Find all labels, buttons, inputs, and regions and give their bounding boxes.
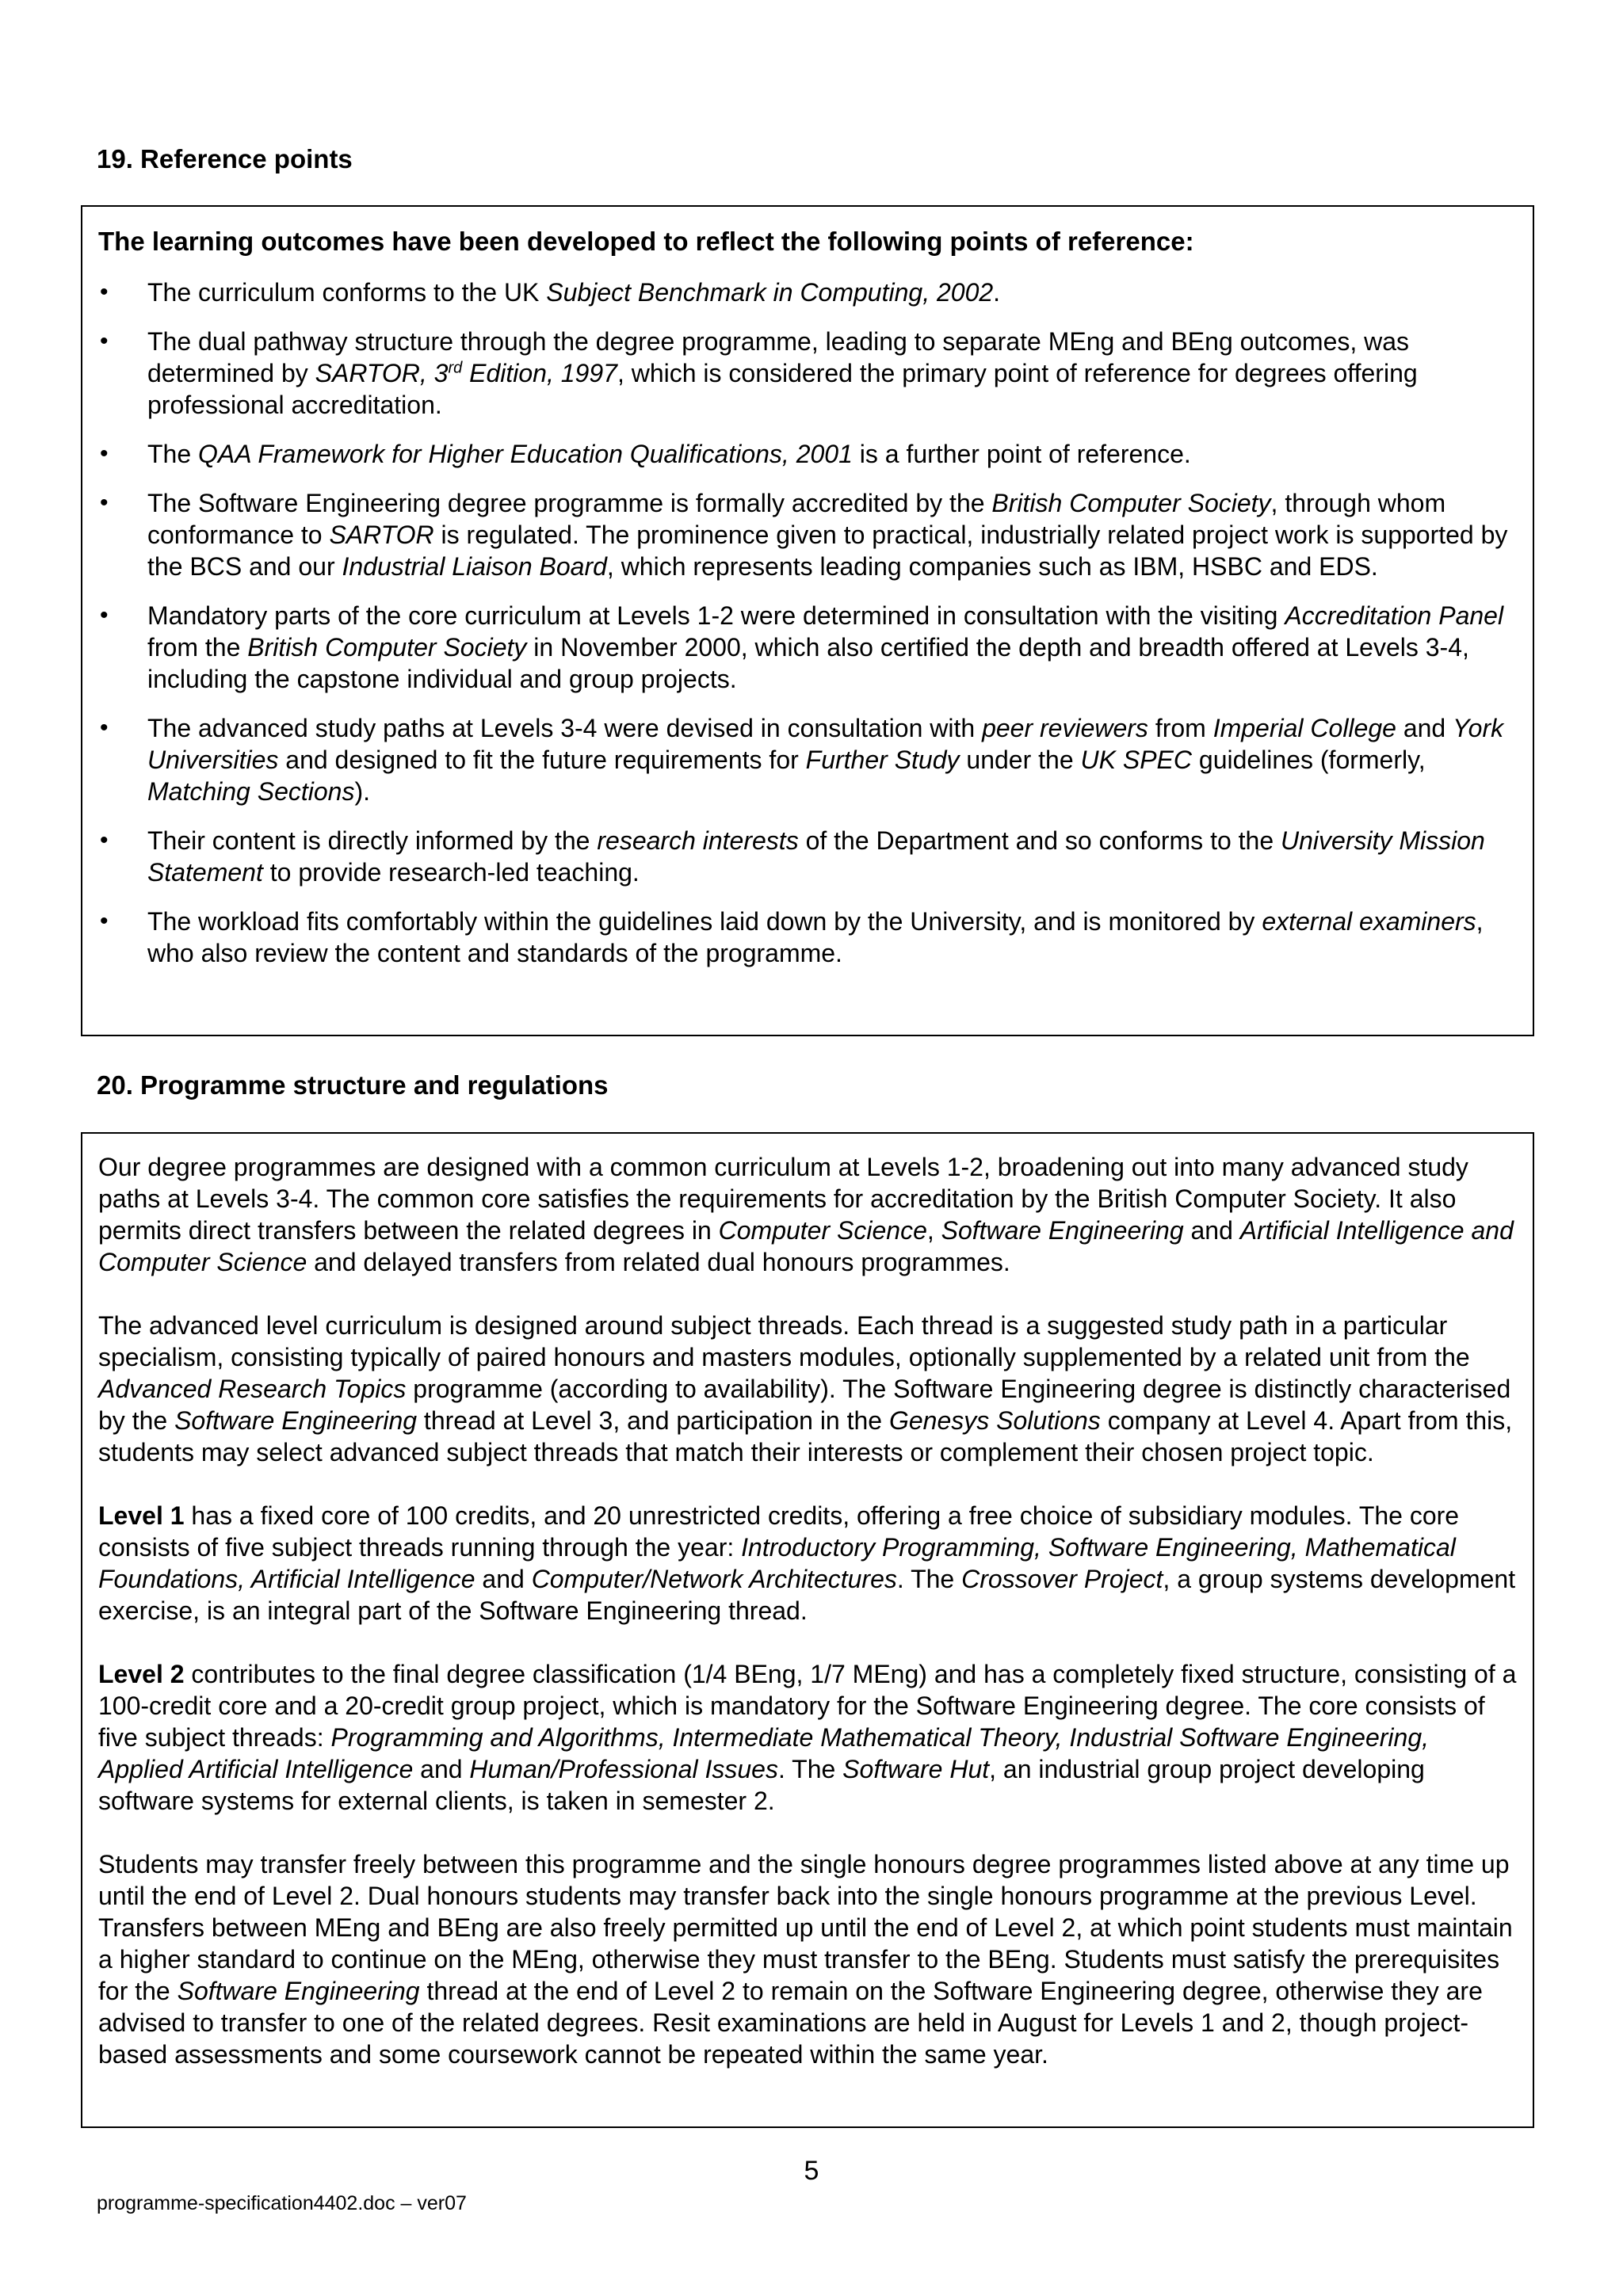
list-item: • The workload fits comfortably within the guidelines laid down by the University, and is monitored by external examiners, who also review the content and standards of the programme. bbox=[100, 907, 1484, 967]
list-item: • The Software Engineering degree programme is formally accredited by the British Computer Society, through whom conformance to SARTOR is regulated. The prominence given to practical, industrially related project work is supported by the BCS and our Industrial Liaison Board, which represents leading companies such as IBM, HSBC and EDS. bbox=[100, 489, 1508, 581]
programme-structure-box bbox=[81, 1132, 1534, 2128]
reference-points-list bbox=[98, 277, 1517, 969]
reference-points-intro: The learning outcomes have been developed to reflect the following points of reference: bbox=[98, 227, 1194, 256]
list-item: • The advanced study paths at Levels 3-4 were devised in consultation with peer reviewers from Imperial College and York Universities and designed to fit the future requirements for Further Study under the UK SPEC guidelines (formerly, Matching Sections). bbox=[100, 714, 1504, 806]
section-19-heading: 19. Reference points bbox=[97, 144, 353, 174]
list-item: • The QAA Framework for Higher Education Qualifications, 2001 is a further point of reference. bbox=[100, 440, 1191, 468]
bullet-icon: • bbox=[100, 827, 109, 853]
bullet-icon: • bbox=[100, 602, 109, 628]
paragraph-common-curriculum: Our degree programmes are designed with a common curriculum at Levels 1-2, broadening out into many advanced study paths at Levels 3-4. The common core satisfies the requirements for accreditation by the British Computer Society. It also permits direct transfers between the related degrees in Computer Science, Software Engineering and Artificial Intelligence and Computer Science and delayed transfers from related dual honours programmes. bbox=[98, 1153, 1514, 1276]
list-item: • Their content is directly informed by the research interests of the Department and so conforms to the University Mission Statement to provide research-led teaching. bbox=[100, 826, 1485, 887]
bullet-icon: • bbox=[100, 279, 109, 305]
paragraph-transfers: Students may transfer freely between this programme and the single honours degree programmes listed above at any time up until the end of Level 2. Dual honours students may transfer back into the single honours programme at the previous Level. Transfers between MEng and BEng are also freely permitted up until the end of Level 2, at which point students must maintain a higher standard to continue on the MEng, otherwise they must transfer to the BEng. Students must satisfy the prerequisites for the Software Engineering thread at the end of Level 2 to remain on the Software Engineering degree, otherwise they are advised to transfer to one of the related degrees. Resit examinations are held in August for Levels 1 and 2, though project-based assessments and some coursework cannot be repeated within the same year. bbox=[98, 1850, 1513, 2069]
list-item: • The curriculum conforms to the UK Subject Benchmark in Computing, 2002. bbox=[100, 278, 1001, 307]
bullet-icon: • bbox=[100, 908, 109, 934]
list-item: • The dual pathway structure through the degree programme, leading to separate MEng and BEng outcomes, was determined by SARTOR, 3rd Edition, 1997, which is considered the primary point of reference for degrees offering professional accreditation. bbox=[100, 327, 1418, 419]
bullet-icon: • bbox=[100, 328, 109, 354]
bullet-icon: • bbox=[100, 441, 109, 467]
paragraph-advanced-curriculum: The advanced level curriculum is designed around subject threads. Each thread is a suggested study path in a particular specialism, consisting typically of paired honours and masters modules, optionally supplemented by a related unit from the Advanced Research Topics programme (according to availability). The Software Engineering degree is distinctly characterised by the Software Engineering thread at Level 3, and participation in the Genesys Solutions company at Level 4. Apart from this, students may select advanced subject threads that match their interests or complement their chosen project topic. bbox=[98, 1311, 1513, 1466]
bullet-icon: • bbox=[100, 715, 109, 741]
bullet-icon: • bbox=[100, 490, 109, 516]
list-item: • Mandatory parts of the core curriculum at Levels 1-2 were determined in consultation with the visiting Accreditation Panel from the British Computer Society in November 2000, which also certified the depth and breadth offered at Levels 3-4, including the capstone individual and group projects. bbox=[100, 601, 1504, 693]
paragraph-level-1: Level 1 has a fixed core of 100 credits, and 20 unrestricted credits, offering a free choice of subsidiary modules. The core consists of five subject threads running through the year: Introductory Programming, Software Engineering, Mathematical Foundations, Artificial Intelligence and Computer/Network Architectures. The Crossover Project, a group systems development exercise, is an integral part of the Software Engineering thread. bbox=[98, 1501, 1516, 1625]
paragraph-level-2: Level 2 contributes to the final degree classification (1/4 BEng, 1/7 MEng) and has a completely fixed structure, consisting of a 100-credit core and a 20-credit group project, which is mandatory for the Software Engineering degree. The core consists of five subject threads: Programming and Algorithms, Intermediate Mathematical Theory, Industrial Software Engineering, Applied Artificial Intelligence and Human/Professional Issues. The Software Hut, an industrial group project developing software systems for external clients, is taken in semester 2. bbox=[98, 1660, 1517, 1815]
page-number: 5 bbox=[804, 2156, 819, 2186]
reference-points-box bbox=[81, 205, 1534, 1036]
section-20-heading: 20. Programme structure and regulations bbox=[97, 1070, 609, 1100]
footer-filename: programme-specification4402.doc – ver07 bbox=[97, 2192, 467, 2214]
